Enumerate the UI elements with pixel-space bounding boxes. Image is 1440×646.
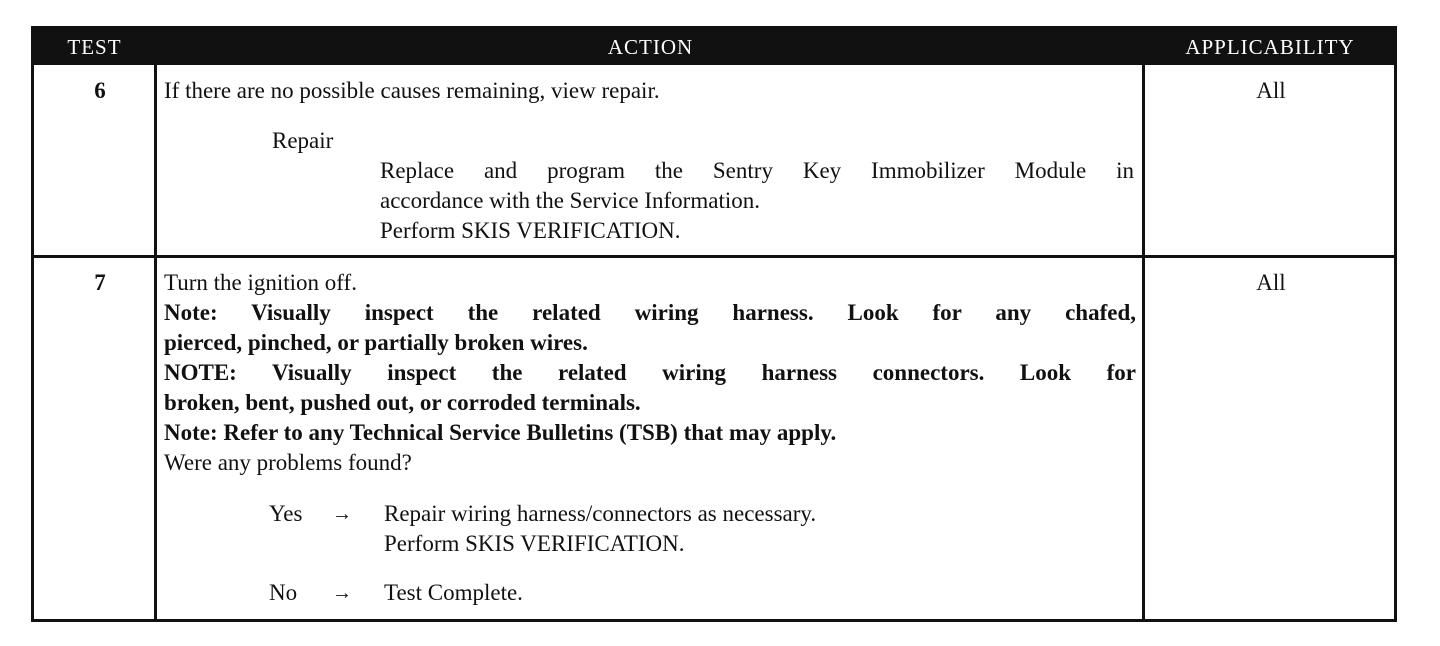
test-number: 7 xyxy=(94,270,106,295)
repair-step: accordance with the Service Information. xyxy=(380,188,760,213)
note: Note: Refer to any Technical Service Bulletins (TSB) that may apply. xyxy=(164,420,837,445)
no-label: No xyxy=(269,580,298,605)
yes-label: Yes xyxy=(269,501,303,526)
note: broken, bent, pushed out, or corroded terminals. xyxy=(164,390,641,415)
header-test: TEST xyxy=(67,35,122,59)
table-header xyxy=(34,29,1394,65)
applicability-value: All xyxy=(1256,270,1286,295)
header-action: ACTION xyxy=(607,35,694,59)
arrow-right-icon: → xyxy=(332,503,352,525)
note: NOTE: Visually inspect the related wiring harness connectors. Look for xyxy=(164,360,1136,385)
repair-step: Perform SKIS VERIFICATION. xyxy=(380,218,681,243)
note: pierced, pinched, or partially broken wires. xyxy=(164,330,588,355)
test-number: 6 xyxy=(94,78,106,103)
repair-step: Replace and program the Sentry Key Immobilizer Module in xyxy=(380,158,1134,183)
diagnostic-test-table xyxy=(31,26,1397,622)
question: Were any problems found? xyxy=(164,450,412,475)
column-divider xyxy=(1142,65,1145,619)
no-result: Test Complete. xyxy=(384,580,523,605)
arrow-right-icon: → xyxy=(332,582,352,604)
header-applicability: APPLICABILITY xyxy=(1185,35,1355,59)
action-intro: If there are no possible causes remaining, view repair. xyxy=(164,78,660,103)
repair-label: Repair xyxy=(272,128,334,153)
note: Note: Visually inspect the related wiring harness. Look for any chafed, xyxy=(164,300,1136,325)
column-divider xyxy=(154,65,157,619)
yes-result: Perform SKIS VERIFICATION. xyxy=(384,531,685,556)
row-divider xyxy=(34,255,1394,258)
action-step: Turn the ignition off. xyxy=(164,270,357,295)
yes-result: Repair wiring harness/connectors as necessary. xyxy=(384,501,817,526)
applicability-value: All xyxy=(1256,78,1286,103)
